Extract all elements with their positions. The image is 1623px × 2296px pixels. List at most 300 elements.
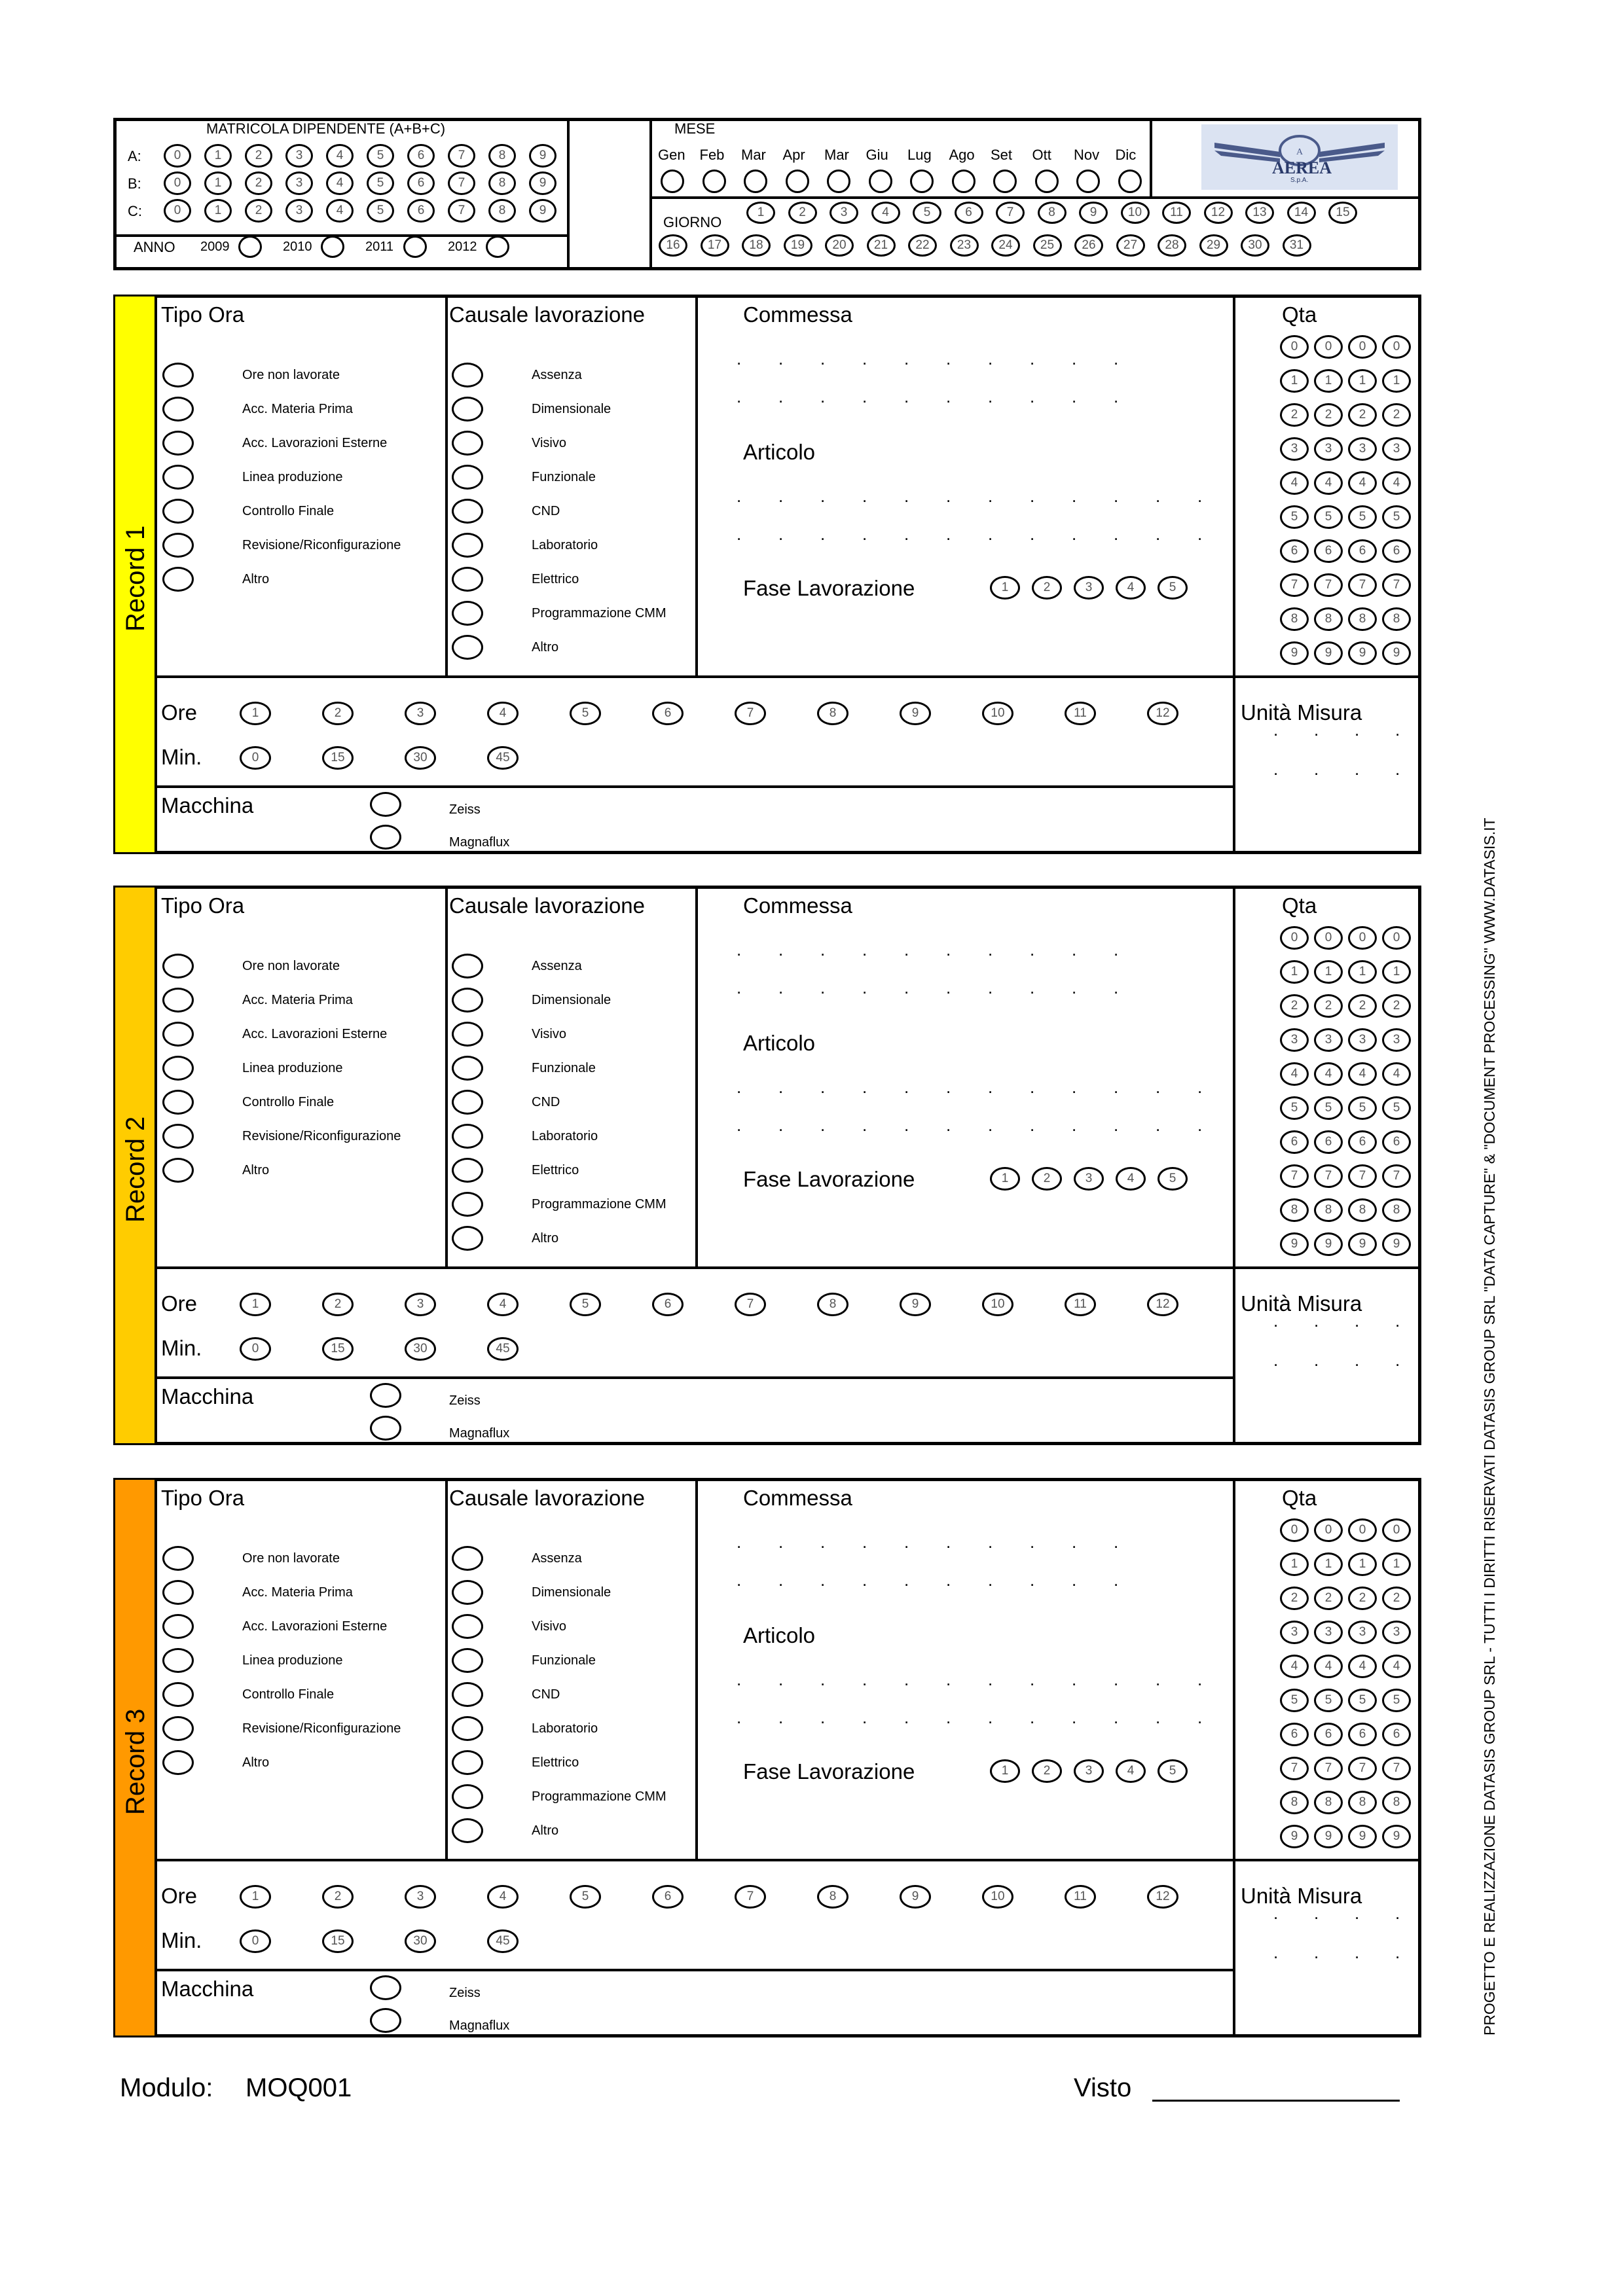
commessa-digit-slot[interactable]: . [778, 978, 784, 997]
unita-char-slot[interactable]: . [1314, 759, 1319, 779]
qta-digit-bubble[interactable]: 1 [1314, 1552, 1343, 1576]
articolo-char-slot[interactable]: . [904, 1115, 909, 1135]
qta-digit-bubble[interactable]: 0 [1280, 335, 1309, 359]
qta-digit-bubble[interactable]: 3 [1348, 437, 1377, 461]
commessa-digit-slot[interactable]: . [820, 978, 826, 997]
fase-bubble[interactable]: 1 [990, 576, 1020, 600]
articolo-char-slot[interactable]: . [820, 1115, 826, 1135]
tipo-ora-bubble[interactable] [162, 397, 194, 422]
commessa-digit-slot[interactable]: . [778, 1570, 784, 1590]
qta-digit-bubble[interactable]: 9 [1314, 1825, 1343, 1848]
unita-char-slot[interactable]: . [1314, 1943, 1319, 1962]
day-bubble[interactable]: 11 [1162, 202, 1191, 224]
qta-digit-bubble[interactable]: 5 [1348, 505, 1377, 529]
qta-digit-bubble[interactable]: 7 [1382, 1164, 1411, 1188]
matricola-b-digit-bubble[interactable]: 8 [488, 171, 516, 195]
qta-digit-bubble[interactable]: 3 [1348, 1621, 1377, 1644]
qta-digit-bubble[interactable]: 0 [1314, 335, 1343, 359]
qta-digit-bubble[interactable]: 9 [1280, 1825, 1309, 1848]
matricola-c-digit-bubble[interactable]: 0 [164, 199, 191, 223]
commessa-digit-slot[interactable]: . [1072, 978, 1077, 997]
qta-digit-bubble[interactable]: 2 [1280, 1587, 1309, 1610]
day-bubble[interactable]: 6 [955, 202, 983, 224]
causale-bubble[interactable] [452, 1158, 483, 1183]
causale-bubble[interactable] [452, 1192, 483, 1217]
qta-digit-bubble[interactable]: 9 [1382, 1825, 1411, 1848]
articolo-char-slot[interactable]: . [1156, 1077, 1161, 1097]
qta-digit-bubble[interactable]: 4 [1280, 1655, 1309, 1678]
articolo-char-slot[interactable]: . [820, 1077, 826, 1097]
commessa-digit-slot[interactable]: . [778, 349, 784, 368]
articolo-char-slot[interactable]: . [946, 1077, 951, 1097]
ore-bubble[interactable]: 5 [570, 1885, 601, 1909]
commessa-digit-slot[interactable]: . [1072, 1570, 1077, 1590]
qta-digit-bubble[interactable]: 2 [1314, 403, 1343, 427]
articolo-char-slot[interactable]: . [820, 524, 826, 544]
commessa-digit-slot[interactable]: . [778, 940, 784, 960]
articolo-char-slot[interactable]: . [820, 486, 826, 506]
ore-bubble[interactable]: 10 [982, 1293, 1013, 1316]
qta-digit-bubble[interactable]: 7 [1314, 1164, 1343, 1188]
qta-digit-bubble[interactable]: 3 [1314, 1028, 1343, 1052]
articolo-char-slot[interactable]: . [862, 1670, 867, 1689]
matricola-a-digit-bubble[interactable]: 0 [164, 144, 191, 168]
ore-bubble[interactable]: 2 [322, 702, 354, 725]
min-bubble[interactable]: 30 [405, 1337, 436, 1361]
commessa-digit-slot[interactable]: . [1030, 1570, 1035, 1590]
unita-char-slot[interactable]: . [1314, 1903, 1319, 1923]
commessa-digit-slot[interactable]: . [904, 349, 909, 368]
ore-bubble[interactable]: 1 [240, 702, 271, 725]
qta-digit-bubble[interactable]: 7 [1280, 573, 1309, 597]
day-bubble[interactable]: 31 [1283, 234, 1311, 257]
qta-digit-bubble[interactable]: 6 [1382, 1723, 1411, 1746]
qta-digit-bubble[interactable]: 1 [1280, 960, 1309, 984]
day-bubble[interactable]: 5 [913, 202, 941, 224]
articolo-char-slot[interactable]: . [1030, 524, 1035, 544]
min-bubble[interactable]: 30 [405, 1929, 436, 1953]
commessa-digit-slot[interactable]: . [1114, 1570, 1119, 1590]
qta-digit-bubble[interactable]: 9 [1382, 1232, 1411, 1256]
commessa-digit-slot[interactable]: . [862, 940, 867, 960]
fase-bubble[interactable]: 2 [1032, 1167, 1062, 1191]
macchina-bubble[interactable] [370, 1975, 401, 2000]
commessa-digit-slot[interactable]: . [862, 1532, 867, 1552]
matricola-c-digit-bubble[interactable]: 7 [448, 199, 475, 223]
qta-digit-bubble[interactable]: 8 [1314, 1791, 1343, 1814]
qta-digit-bubble[interactable]: 5 [1280, 1096, 1309, 1120]
fase-bubble[interactable]: 3 [1074, 1167, 1104, 1191]
qta-digit-bubble[interactable]: 0 [1314, 1518, 1343, 1542]
qta-digit-bubble[interactable]: 9 [1382, 641, 1411, 665]
qta-digit-bubble[interactable]: 7 [1382, 1757, 1411, 1780]
matricola-a-digit-bubble[interactable]: 6 [407, 144, 435, 168]
fase-bubble[interactable]: 2 [1032, 576, 1062, 600]
fase-bubble[interactable]: 5 [1158, 1167, 1188, 1191]
qta-digit-bubble[interactable]: 8 [1280, 1198, 1309, 1222]
articolo-char-slot[interactable]: . [778, 524, 784, 544]
articolo-char-slot[interactable]: . [737, 486, 742, 506]
qta-digit-bubble[interactable]: 2 [1348, 403, 1377, 427]
tipo-ora-bubble[interactable] [162, 1580, 194, 1605]
day-bubble[interactable]: 19 [784, 234, 812, 257]
day-bubble[interactable]: 16 [659, 234, 687, 257]
commessa-digit-slot[interactable]: . [737, 940, 742, 960]
tipo-ora-bubble[interactable] [162, 431, 194, 456]
visto-signature-line[interactable] [1152, 2100, 1400, 2102]
articolo-char-slot[interactable]: . [988, 1670, 993, 1689]
qta-digit-bubble[interactable]: 5 [1314, 1096, 1343, 1120]
ore-bubble[interactable]: 3 [405, 1885, 436, 1909]
articolo-char-slot[interactable]: . [778, 1670, 784, 1689]
day-bubble[interactable]: 15 [1328, 202, 1357, 224]
ore-bubble[interactable]: 8 [817, 1293, 848, 1316]
unita-char-slot[interactable]: . [1395, 1943, 1400, 1962]
fase-bubble[interactable]: 1 [990, 1167, 1020, 1191]
articolo-char-slot[interactable]: . [1072, 1708, 1077, 1727]
unita-char-slot[interactable]: . [1273, 1903, 1279, 1923]
qta-digit-bubble[interactable]: 6 [1314, 539, 1343, 563]
tipo-ora-bubble[interactable] [162, 1056, 194, 1081]
ore-bubble[interactable]: 6 [652, 1885, 684, 1909]
qta-digit-bubble[interactable]: 0 [1382, 1518, 1411, 1542]
qta-digit-bubble[interactable]: 7 [1348, 573, 1377, 597]
macchina-bubble[interactable] [370, 792, 401, 817]
qta-digit-bubble[interactable]: 6 [1348, 1723, 1377, 1746]
causale-bubble[interactable] [452, 499, 483, 524]
min-bubble[interactable]: 15 [322, 1929, 354, 1953]
ore-bubble[interactable]: 2 [322, 1885, 354, 1909]
unita-char-slot[interactable]: . [1273, 1943, 1279, 1962]
commessa-digit-slot[interactable]: . [904, 387, 909, 406]
day-bubble[interactable]: 21 [867, 234, 896, 257]
commessa-digit-slot[interactable]: . [862, 349, 867, 368]
articolo-char-slot[interactable]: . [904, 486, 909, 506]
commessa-digit-slot[interactable]: . [778, 387, 784, 406]
ore-bubble[interactable]: 12 [1147, 1885, 1178, 1909]
tipo-ora-bubble[interactable] [162, 363, 194, 387]
month-bubble[interactable] [786, 170, 809, 193]
commessa-digit-slot[interactable]: . [946, 349, 951, 368]
unita-char-slot[interactable]: . [1355, 1903, 1360, 1923]
causale-bubble[interactable] [452, 954, 483, 978]
unita-char-slot[interactable]: . [1314, 1350, 1319, 1370]
commessa-digit-slot[interactable]: . [988, 978, 993, 997]
unita-char-slot[interactable]: . [1355, 1943, 1360, 1962]
commessa-digit-slot[interactable]: . [1072, 349, 1077, 368]
macchina-bubble[interactable] [370, 825, 401, 850]
matricola-b-digit-bubble[interactable]: 4 [326, 171, 354, 195]
articolo-char-slot[interactable]: . [1030, 1708, 1035, 1727]
articolo-char-slot[interactable]: . [862, 486, 867, 506]
qta-digit-bubble[interactable]: 7 [1314, 1757, 1343, 1780]
tipo-ora-bubble[interactable] [162, 1022, 194, 1047]
min-bubble[interactable]: 15 [322, 1337, 354, 1361]
qta-digit-bubble[interactable]: 5 [1348, 1096, 1377, 1120]
articolo-char-slot[interactable]: . [1156, 1115, 1161, 1135]
commessa-digit-slot[interactable]: . [820, 1570, 826, 1590]
articolo-char-slot[interactable]: . [988, 486, 993, 506]
month-bubble[interactable] [702, 170, 726, 193]
commessa-digit-slot[interactable]: . [820, 940, 826, 960]
month-bubble[interactable] [1076, 170, 1100, 193]
tipo-ora-bubble[interactable] [162, 1682, 194, 1707]
commessa-digit-slot[interactable]: . [1030, 940, 1035, 960]
ore-bubble[interactable]: 5 [570, 702, 601, 725]
commessa-digit-slot[interactable]: . [904, 1570, 909, 1590]
qta-digit-bubble[interactable]: 8 [1280, 607, 1309, 631]
unita-char-slot[interactable]: . [1314, 720, 1319, 740]
qta-digit-bubble[interactable]: 5 [1314, 505, 1343, 529]
macchina-bubble[interactable] [370, 2008, 401, 2033]
tipo-ora-bubble[interactable] [162, 1158, 194, 1183]
qta-digit-bubble[interactable]: 6 [1280, 1130, 1309, 1154]
qta-digit-bubble[interactable]: 4 [1280, 471, 1309, 495]
qta-digit-bubble[interactable]: 4 [1348, 1062, 1377, 1086]
articolo-char-slot[interactable]: . [862, 524, 867, 544]
articolo-char-slot[interactable]: . [988, 524, 993, 544]
articolo-char-slot[interactable]: . [946, 1708, 951, 1727]
qta-digit-bubble[interactable]: 9 [1348, 1825, 1377, 1848]
qta-digit-bubble[interactable]: 9 [1314, 1232, 1343, 1256]
articolo-char-slot[interactable]: . [778, 1708, 784, 1727]
unita-char-slot[interactable]: . [1273, 759, 1279, 779]
unita-char-slot[interactable]: . [1355, 1311, 1360, 1331]
commessa-digit-slot[interactable]: . [1114, 387, 1119, 406]
tipo-ora-bubble[interactable] [162, 1750, 194, 1775]
day-bubble[interactable]: 14 [1287, 202, 1316, 224]
qta-digit-bubble[interactable]: 7 [1280, 1164, 1309, 1188]
ore-bubble[interactable]: 7 [735, 1885, 766, 1909]
qta-digit-bubble[interactable]: 0 [1382, 926, 1411, 950]
ore-bubble[interactable]: 11 [1065, 1885, 1096, 1909]
commessa-digit-slot[interactable]: . [946, 387, 951, 406]
matricola-c-digit-bubble[interactable]: 8 [488, 199, 516, 223]
month-bubble[interactable] [827, 170, 850, 193]
anno-year-bubble[interactable] [238, 236, 262, 258]
month-bubble[interactable] [661, 170, 684, 193]
causale-bubble[interactable] [452, 1090, 483, 1115]
commessa-digit-slot[interactable]: . [820, 349, 826, 368]
qta-digit-bubble[interactable]: 6 [1280, 1723, 1309, 1746]
day-bubble[interactable]: 25 [1033, 234, 1062, 257]
matricola-a-digit-bubble[interactable]: 3 [285, 144, 313, 168]
qta-digit-bubble[interactable]: 1 [1348, 369, 1377, 393]
qta-digit-bubble[interactable]: 5 [1280, 505, 1309, 529]
fase-bubble[interactable]: 2 [1032, 1759, 1062, 1783]
commessa-digit-slot[interactable]: . [1114, 349, 1119, 368]
qta-digit-bubble[interactable]: 9 [1314, 641, 1343, 665]
articolo-char-slot[interactable]: . [1156, 524, 1161, 544]
articolo-char-slot[interactable]: . [904, 524, 909, 544]
ore-bubble[interactable]: 7 [735, 1293, 766, 1316]
macchina-bubble[interactable] [370, 1383, 401, 1408]
qta-digit-bubble[interactable]: 0 [1348, 926, 1377, 950]
qta-digit-bubble[interactable]: 9 [1348, 641, 1377, 665]
articolo-char-slot[interactable]: . [1114, 1670, 1119, 1689]
articolo-char-slot[interactable]: . [1114, 1115, 1119, 1135]
qta-digit-bubble[interactable]: 3 [1314, 1621, 1343, 1644]
matricola-a-digit-bubble[interactable]: 9 [529, 144, 556, 168]
qta-digit-bubble[interactable]: 4 [1314, 471, 1343, 495]
unita-char-slot[interactable]: . [1395, 720, 1400, 740]
articolo-char-slot[interactable]: . [988, 1708, 993, 1727]
causale-bubble[interactable] [452, 1226, 483, 1251]
articolo-char-slot[interactable]: . [862, 1708, 867, 1727]
qta-digit-bubble[interactable]: 4 [1314, 1062, 1343, 1086]
qta-digit-bubble[interactable]: 4 [1348, 1655, 1377, 1678]
fase-bubble[interactable]: 5 [1158, 1759, 1188, 1783]
month-bubble[interactable] [744, 170, 767, 193]
ore-bubble[interactable]: 8 [817, 1885, 848, 1909]
articolo-char-slot[interactable]: . [1156, 486, 1161, 506]
unita-char-slot[interactable]: . [1273, 720, 1279, 740]
tipo-ora-bubble[interactable] [162, 1614, 194, 1639]
unita-char-slot[interactable]: . [1395, 1903, 1400, 1923]
matricola-a-digit-bubble[interactable]: 2 [245, 144, 272, 168]
min-bubble[interactable]: 0 [240, 1337, 271, 1361]
articolo-char-slot[interactable]: . [778, 1077, 784, 1097]
ore-bubble[interactable]: 2 [322, 1293, 354, 1316]
qta-digit-bubble[interactable]: 8 [1382, 607, 1411, 631]
commessa-digit-slot[interactable]: . [1030, 978, 1035, 997]
ore-bubble[interactable]: 6 [652, 702, 684, 725]
ore-bubble[interactable]: 4 [487, 1885, 519, 1909]
day-bubble[interactable]: 12 [1204, 202, 1233, 224]
ore-bubble[interactable]: 11 [1065, 1293, 1096, 1316]
commessa-digit-slot[interactable]: . [1072, 387, 1077, 406]
articolo-char-slot[interactable]: . [1114, 486, 1119, 506]
matricola-c-digit-bubble[interactable]: 2 [245, 199, 272, 223]
matricola-a-digit-bubble[interactable]: 7 [448, 144, 475, 168]
qta-digit-bubble[interactable]: 2 [1382, 403, 1411, 427]
anno-year-bubble[interactable] [403, 236, 427, 258]
tipo-ora-bubble[interactable] [162, 465, 194, 490]
qta-digit-bubble[interactable]: 5 [1314, 1689, 1343, 1712]
articolo-char-slot[interactable]: . [1197, 1708, 1203, 1727]
causale-bubble[interactable] [452, 601, 483, 626]
qta-digit-bubble[interactable]: 6 [1382, 1130, 1411, 1154]
matricola-a-digit-bubble[interactable]: 4 [326, 144, 354, 168]
commessa-digit-slot[interactable]: . [778, 1532, 784, 1552]
qta-digit-bubble[interactable]: 2 [1348, 994, 1377, 1018]
ore-bubble[interactable]: 10 [982, 702, 1013, 725]
causale-bubble[interactable] [452, 397, 483, 422]
qta-digit-bubble[interactable]: 2 [1280, 403, 1309, 427]
min-bubble[interactable]: 15 [322, 746, 354, 770]
ore-bubble[interactable]: 1 [240, 1885, 271, 1909]
articolo-char-slot[interactable]: . [1114, 1708, 1119, 1727]
ore-bubble[interactable]: 3 [405, 1293, 436, 1316]
commessa-digit-slot[interactable]: . [1114, 1532, 1119, 1552]
qta-digit-bubble[interactable]: 8 [1314, 607, 1343, 631]
day-bubble[interactable]: 13 [1245, 202, 1274, 224]
qta-digit-bubble[interactable]: 2 [1382, 994, 1411, 1018]
ore-bubble[interactable]: 11 [1065, 702, 1096, 725]
articolo-char-slot[interactable]: . [1072, 524, 1077, 544]
qta-digit-bubble[interactable]: 1 [1382, 960, 1411, 984]
causale-bubble[interactable] [452, 1124, 483, 1149]
qta-digit-bubble[interactable]: 2 [1314, 1587, 1343, 1610]
fase-bubble[interactable]: 3 [1074, 1759, 1104, 1783]
qta-digit-bubble[interactable]: 3 [1382, 1621, 1411, 1644]
commessa-digit-slot[interactable]: . [988, 1570, 993, 1590]
articolo-char-slot[interactable]: . [820, 1670, 826, 1689]
qta-digit-bubble[interactable]: 2 [1348, 1587, 1377, 1610]
causale-bubble[interactable] [452, 1682, 483, 1707]
tipo-ora-bubble[interactable] [162, 1716, 194, 1741]
min-bubble[interactable]: 45 [487, 1337, 519, 1361]
qta-digit-bubble[interactable]: 6 [1280, 539, 1309, 563]
qta-digit-bubble[interactable]: 2 [1314, 994, 1343, 1018]
day-bubble[interactable]: 10 [1121, 202, 1150, 224]
articolo-char-slot[interactable]: . [1072, 1670, 1077, 1689]
commessa-digit-slot[interactable]: . [737, 1570, 742, 1590]
commessa-digit-slot[interactable]: . [862, 1570, 867, 1590]
articolo-char-slot[interactable]: . [988, 1115, 993, 1135]
qta-digit-bubble[interactable]: 2 [1382, 1587, 1411, 1610]
causale-bubble[interactable] [452, 1750, 483, 1775]
matricola-b-digit-bubble[interactable]: 7 [448, 171, 475, 195]
causale-bubble[interactable] [452, 431, 483, 456]
causale-bubble[interactable] [452, 533, 483, 558]
articolo-char-slot[interactable]: . [1197, 1115, 1203, 1135]
qta-digit-bubble[interactable]: 3 [1348, 1028, 1377, 1052]
ore-bubble[interactable]: 8 [817, 702, 848, 725]
unita-char-slot[interactable]: . [1395, 759, 1400, 779]
ore-bubble[interactable]: 5 [570, 1293, 601, 1316]
commessa-digit-slot[interactable]: . [1072, 1532, 1077, 1552]
commessa-digit-slot[interactable]: . [737, 387, 742, 406]
commessa-digit-slot[interactable]: . [1114, 940, 1119, 960]
month-bubble[interactable] [869, 170, 892, 193]
month-bubble[interactable] [952, 170, 976, 193]
causale-bubble[interactable] [452, 1614, 483, 1639]
matricola-a-digit-bubble[interactable]: 5 [367, 144, 394, 168]
commessa-digit-slot[interactable]: . [737, 1532, 742, 1552]
causale-bubble[interactable] [452, 1648, 483, 1673]
ore-bubble[interactable]: 6 [652, 1293, 684, 1316]
commessa-digit-slot[interactable]: . [904, 978, 909, 997]
qta-digit-bubble[interactable]: 4 [1382, 1062, 1411, 1086]
tipo-ora-bubble[interactable] [162, 1124, 194, 1149]
commessa-digit-slot[interactable]: . [988, 1532, 993, 1552]
qta-digit-bubble[interactable]: 8 [1382, 1791, 1411, 1814]
qta-digit-bubble[interactable]: 0 [1348, 1518, 1377, 1542]
articolo-char-slot[interactable]: . [1114, 524, 1119, 544]
commessa-digit-slot[interactable]: . [946, 978, 951, 997]
unita-char-slot[interactable]: . [1355, 759, 1360, 779]
qta-digit-bubble[interactable]: 6 [1382, 539, 1411, 563]
causale-bubble[interactable] [452, 1818, 483, 1843]
ore-bubble[interactable]: 4 [487, 702, 519, 725]
articolo-char-slot[interactable]: . [778, 486, 784, 506]
qta-digit-bubble[interactable]: 6 [1348, 1130, 1377, 1154]
qta-digit-bubble[interactable]: 9 [1280, 1232, 1309, 1256]
ore-bubble[interactable]: 1 [240, 1293, 271, 1316]
qta-digit-bubble[interactable]: 5 [1382, 1096, 1411, 1120]
causale-bubble[interactable] [452, 1784, 483, 1809]
matricola-c-digit-bubble[interactable]: 3 [285, 199, 313, 223]
day-bubble[interactable]: 9 [1079, 202, 1108, 224]
matricola-c-digit-bubble[interactable]: 5 [367, 199, 394, 223]
qta-digit-bubble[interactable]: 4 [1382, 471, 1411, 495]
qta-digit-bubble[interactable]: 4 [1314, 1655, 1343, 1678]
tipo-ora-bubble[interactable] [162, 1648, 194, 1673]
articolo-char-slot[interactable]: . [1197, 524, 1203, 544]
matricola-a-digit-bubble[interactable]: 8 [488, 144, 516, 168]
tipo-ora-bubble[interactable] [162, 1546, 194, 1571]
